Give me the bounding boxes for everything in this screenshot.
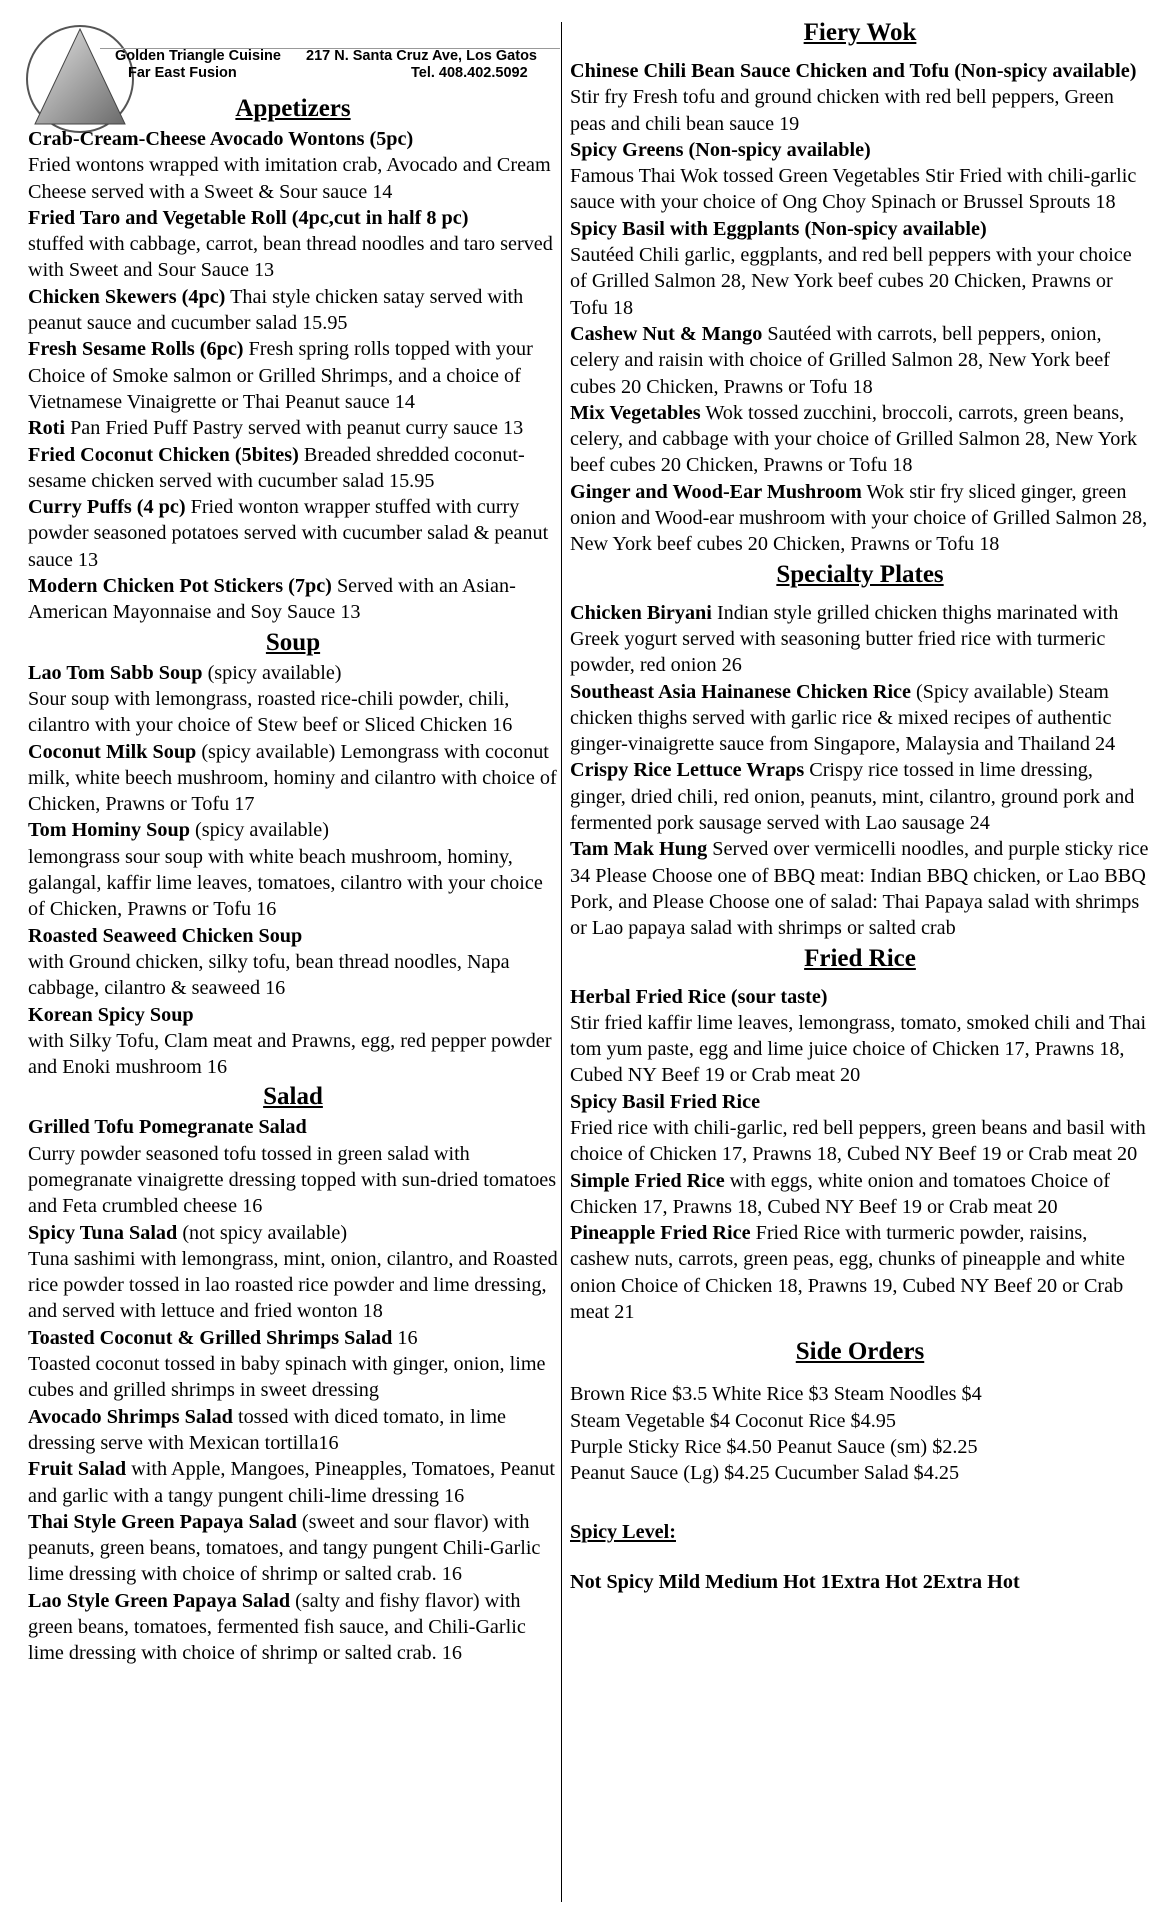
- item-desc: Tuna sashimi with lemongrass, mint, onion, cilantro, and Roasted rice powder tossed in lao roasted rice powder and lime dressing, and served with lettuce and fried wonton 18: [28, 1247, 558, 1323]
- item-desc: Breaded shredded coconut-sesame chicken served with cucumber salad 15.95: [28, 443, 525, 492]
- item-desc: Thai style chicken satay served with peanut sauce and cucumber salad 15.95: [28, 285, 524, 335]
- item-desc: Served with an Asian-American Mayonnaise and Soy Sauce 13: [28, 575, 516, 624]
- item-desc: lemongrass sour soup with white beach mushroom, hominy, galangal, kaffir lime leaves, tomatoes, cilantro with your choice of Chicken, Prawns or Tofu 16: [28, 845, 543, 921]
- side-order-line: Peanut Sauce (Lg) $4.25 Cucumber Salad $4.25: [570, 1462, 960, 1485]
- item-desc: with Silky Tofu, Clam meat and Prawns, egg, red pepper powder and Enoki mushroom 16: [28, 1029, 552, 1079]
- item-desc: Served over vermicelli noodles, and purple sticky rice 34 Please Choose one of BBQ meat: Indian BBQ chicken, or Lao BBQ Pork, and Please Choose one of salad: Thai Papaya salad with shrimps or Lao papaya salad with shrimps or salted crab: [570, 838, 1149, 940]
- item-desc: Lemongrass with coconut milk, white beech mushroom, hominy and cilantro with choice of Chicken, Prawns or Tofu 17: [28, 740, 557, 816]
- item-name: Fried Coconut Chicken (5bites): [28, 443, 299, 466]
- menu-item: [28, 284, 558, 337]
- item-desc: (Spicy available) Steam chicken thighs served with garlic rice & mixed recipes of authentic ginger-vinaigrette sauce from Singapore, Malaysia and Thailand 24: [570, 680, 1116, 756]
- item-desc: Fried wonton wrapper stuffed with curry powder seasoned potatoes served with cucumber salad & peanut sauce 13: [28, 496, 549, 571]
- menu-item: [570, 757, 1150, 836]
- menu-item: [570, 479, 1150, 558]
- side-order-line: Purple Sticky Rice $4.50 Peanut Sauce (sm) $2.25: [570, 1435, 978, 1458]
- item-name: Avocado Shrimps Salad: [28, 1405, 233, 1428]
- item-desc: with eggs, white onion and tomatoes Choice of Chicken 17, Prawns 18, Cubed NY Beef 19 or Crab meat 20: [570, 1169, 1110, 1218]
- item-note: (spicy available): [194, 819, 329, 842]
- menu-item: [28, 126, 558, 205]
- menu-item: [28, 336, 558, 415]
- item-name: Pineapple Fried Rice: [570, 1222, 751, 1245]
- item-name: Coconut Milk Soup: [28, 740, 197, 763]
- menu-item: [570, 1168, 1150, 1221]
- right-column: [570, 16, 1150, 1595]
- menu-item: [28, 660, 558, 739]
- menu-item: [28, 1325, 558, 1404]
- item-desc: Fried rice with chili-garlic, red bell peppers, green beans and basil with choice of Chicken 17, Prawns 18, Cubed NY Beef 19 or Crab meat 20: [570, 1116, 1146, 1166]
- salad-list: [28, 1114, 558, 1666]
- menu-item: [28, 817, 558, 922]
- menu-item: [570, 600, 1150, 679]
- item-name: Spicy Basil Fried Rice: [570, 1090, 761, 1113]
- item-note: (spicy available): [207, 661, 342, 684]
- restaurant-phone: Tel. 408.402.5092: [411, 65, 528, 81]
- item-desc: Pan Fried Puff Pastry served with peanut curry sauce 13: [70, 417, 524, 440]
- fried-rice-list: [570, 984, 1150, 1326]
- item-name: Southeast Asia Hainanese Chicken Rice: [570, 680, 911, 703]
- item-desc: Indian style grilled chicken thighs marinated with Greek yogurt served with seasoning butter fried rice with turmeric powder, red onion 26: [570, 601, 1119, 677]
- menu-item: [28, 1114, 558, 1219]
- menu-item: [28, 442, 558, 495]
- item-desc: Fried wontons wrapped with imitation crab, Avocado and Cream Cheese served with a Sweet & Sour sauce 14: [28, 154, 551, 203]
- menu-item: [570, 58, 1150, 137]
- menu-item: [28, 573, 558, 626]
- item-name: Spicy Greens (Non-spicy available): [570, 138, 871, 161]
- item-note: 16: [397, 1326, 418, 1349]
- item-desc: tossed with diced tomato, in lime dressing serve with Mexican tortilla16: [28, 1405, 506, 1454]
- restaurant-address: 217 N. Santa Cruz Ave, Los Gatos: [306, 48, 537, 64]
- section-title-fried-rice: Fried Rice: [804, 944, 916, 972]
- item-desc: stuffed with cabbage, carrot, bean thread noodles and taro served with Sweet and Sour Sauce 13: [28, 233, 553, 282]
- item-name: Curry Puffs (4 pc): [28, 496, 186, 519]
- item-desc: with peanuts, green beans, tomatoes, and tangy pungent Chili-Garlic lime dressing with choice of shrimp or salted crab. 16: [28, 1510, 541, 1586]
- menu-item: [28, 1588, 558, 1667]
- item-name: Toasted Coconut & Grilled Shrimps Salad: [28, 1326, 393, 1349]
- item-desc: Fried Rice with turmeric powder, raisins, cashew nuts, carrots, green peas, egg, chunks of pineapple and white onion Choice of Chicken 18, Prawns 19, Cubed NY Beef 20 or Crab meat 21: [570, 1222, 1125, 1324]
- fiery-wok-list: [570, 58, 1150, 558]
- item-name: Tom Hominy Soup: [28, 819, 190, 842]
- item-note: (sweet and sour flavor): [301, 1510, 489, 1533]
- menu-item: [28, 1002, 558, 1081]
- menu-item: [28, 205, 558, 284]
- item-desc: Toasted coconut tossed in baby spinach with ginger, onion, lime cubes and grilled shrimps in sweet dressing: [28, 1353, 546, 1402]
- menu-item: [570, 836, 1150, 941]
- item-name: Chinese Chili Bean Sauce Chicken and Tofu (Non-spicy available): [570, 60, 1137, 82]
- item-name: Crispy Rice Lettuce Wraps: [570, 759, 805, 782]
- item-name: Tam Mak Hung: [570, 838, 708, 861]
- item-name: Lao Style Green Papaya Salad: [28, 1589, 291, 1612]
- item-note: (spicy available): [201, 740, 336, 763]
- menu-item: [28, 1456, 558, 1509]
- item-desc: with Apple, Mangoes, Pineapples, Tomatoes, Peanut and garlic with a tangy pungent chili-lime dressing 16: [28, 1458, 555, 1507]
- item-name: Roti: [28, 417, 66, 440]
- item-name: Spicy Basil with Eggplants (Non-spicy available): [570, 217, 987, 240]
- item-name: Chicken Skewers (4pc): [28, 285, 226, 308]
- menu-item: [570, 321, 1150, 400]
- item-name: Roasted Seaweed Chicken Soup: [28, 924, 303, 947]
- spicy-level-list: Not Spicy Mild Medium Hot 1Extra Hot 2Extra Hot: [570, 1570, 1020, 1593]
- menu-item: [28, 494, 558, 573]
- item-name: Cashew Nut & Mango: [570, 322, 763, 345]
- section-title-side-orders: Side Orders: [795, 1338, 925, 1366]
- menu-item: [28, 1220, 558, 1325]
- item-name: Lao Tom Sabb Soup: [28, 661, 203, 684]
- side-orders-list: [570, 1381, 1150, 1486]
- item-note: (not spicy available): [182, 1221, 348, 1244]
- section-title-appetizers: Appetizers: [235, 95, 351, 122]
- item-desc: Stir fry Fresh tofu and ground chicken with red bell peppers, Green peas and chili bean sauce 19: [570, 86, 1114, 135]
- restaurant-name: Golden Triangle Cuisine: [115, 48, 281, 64]
- section-title-salad: Salad: [263, 1083, 323, 1111]
- item-name: Chicken Biryani: [570, 601, 712, 624]
- column-divider: [561, 22, 562, 1902]
- item-desc: Crispy rice tossed in lime dressing, ginger, dried chili, red onion, peanuts, mint, cilantro, ground pork and fermented pork sausage served with Lao sausage 24: [570, 759, 1135, 835]
- item-name: Fried Taro and Vegetable Roll (4pc,cut in half 8 pc): [28, 206, 469, 229]
- specialty-list: [570, 600, 1150, 942]
- item-name: Modern Chicken Pot Stickers (7pc): [28, 575, 332, 598]
- item-name: Grilled Tofu Pomegranate Salad: [28, 1116, 307, 1139]
- item-desc: Curry powder seasoned tofu tossed in green salad with pomegranate vinaigrette dressing topped with sun-dried tomatoes and Feta crumbled cheese 16: [28, 1142, 557, 1218]
- menu-item: [570, 679, 1150, 758]
- menu-item: [28, 415, 558, 441]
- side-order-line: Brown Rice $3.5 White Rice $3 Steam Noodles $4: [570, 1383, 982, 1406]
- item-desc: Sautéed Chili garlic, eggplants, and red bell peppers with your choice of Grilled Salmon 28, New York beef cubes 20 Chicken, Prawns or Tofu 18: [570, 244, 1132, 319]
- item-name: Mix Vegetables: [570, 401, 701, 424]
- menu-item: [28, 1404, 558, 1457]
- item-name: Fresh Sesame Rolls (6pc): [28, 338, 244, 361]
- section-title-soup: Soup: [265, 628, 321, 656]
- menu-item: [570, 1089, 1150, 1168]
- restaurant-tagline: Far East Fusion: [128, 65, 237, 81]
- item-name: Herbal Fried Rice (sour taste): [570, 985, 828, 1008]
- menu-item: [570, 984, 1150, 1089]
- menu-item: [28, 923, 558, 1002]
- item-desc: Wok stir fry sliced ginger, green onion and Wood-ear mushroom with your choice of Grilled Salmon 28, New York beef cubes 20 Chicken, Prawns or Tofu 18: [570, 480, 1148, 556]
- menu-item: [570, 400, 1150, 479]
- item-desc: Sour soup with lemongrass, roasted rice-chili powder, chili, cilantro with your choice of Stew beef or Sliced Chicken 16: [28, 687, 513, 737]
- item-name: Thai Style Green Papaya Salad: [28, 1510, 297, 1533]
- item-note: (salty and fishy flavor): [295, 1589, 480, 1612]
- item-name: Spicy Tuna Salad: [28, 1221, 178, 1244]
- item-desc: Famous Thai Wok tossed Green Vegetables Stir Fried with chili-garlic sauce with your choice of Ong Choy Spinach or Brussel Sprouts 18: [570, 165, 1137, 214]
- side-order-line: Steam Vegetable $4 Coconut Rice $4.95: [570, 1409, 896, 1432]
- soup-list: [28, 660, 558, 1081]
- item-name: Fruit Salad: [28, 1458, 127, 1481]
- appetizers-list: [28, 126, 558, 626]
- menu-item: [28, 1509, 558, 1588]
- menu-item: [28, 739, 558, 818]
- menu-item: [570, 1220, 1150, 1325]
- item-desc: Fresh spring rolls topped with your Choice of Smoke salmon or Grilled Shrimps, and a choice of Vietnamese Vinaigrette or Thai Peanut sauce 14: [28, 338, 533, 413]
- item-name: Crab-Cream-Cheese Avocado Wontons (5pc): [28, 128, 414, 150]
- left-column: [28, 92, 558, 1667]
- item-desc: Wok tossed zucchini, broccoli, carrots, green beans, celery, and cabbage with your choice of Grilled Salmon 28, New York beef cubes 20 Chicken, Prawns or Tofu 18: [570, 401, 1138, 477]
- item-desc: Sautéed with carrots, bell peppers, onion, celery and raisin with choice of Grilled Salmon 28, New York beef cubes 20 Chicken, Prawns or Tofu 18: [570, 322, 1110, 398]
- item-desc: with green beans, tomatoes, fermented fish sauce, and Chili-Garlic lime dressing with choice of shrimp or salted crab. 16: [28, 1589, 526, 1665]
- item-desc: Stir fried kaffir lime leaves, lemongrass, tomato, smoked chili and Thai tom yum paste, egg and lime juice choice of Chicken 17, Prawns 18, Cubed NY Beef 19 or Crab meat 20: [570, 1011, 1147, 1087]
- item-desc: with Ground chicken, silky tofu, bean thread noodles, Napa cabbage, cilantro & seaweed 16: [28, 950, 510, 1000]
- item-name: Ginger and Wood-Ear Mushroom: [570, 480, 862, 503]
- spicy-level-title: Spicy Level:: [570, 1520, 676, 1543]
- item-name: Simple Fried Rice: [570, 1169, 725, 1192]
- menu-item: [570, 137, 1150, 216]
- menu-item: [570, 216, 1150, 321]
- section-title-specialty: Specialty Plates: [776, 560, 944, 588]
- section-title-fiery-wok: Fiery Wok: [803, 19, 917, 46]
- item-name: Korean Spicy Soup: [28, 1003, 194, 1026]
